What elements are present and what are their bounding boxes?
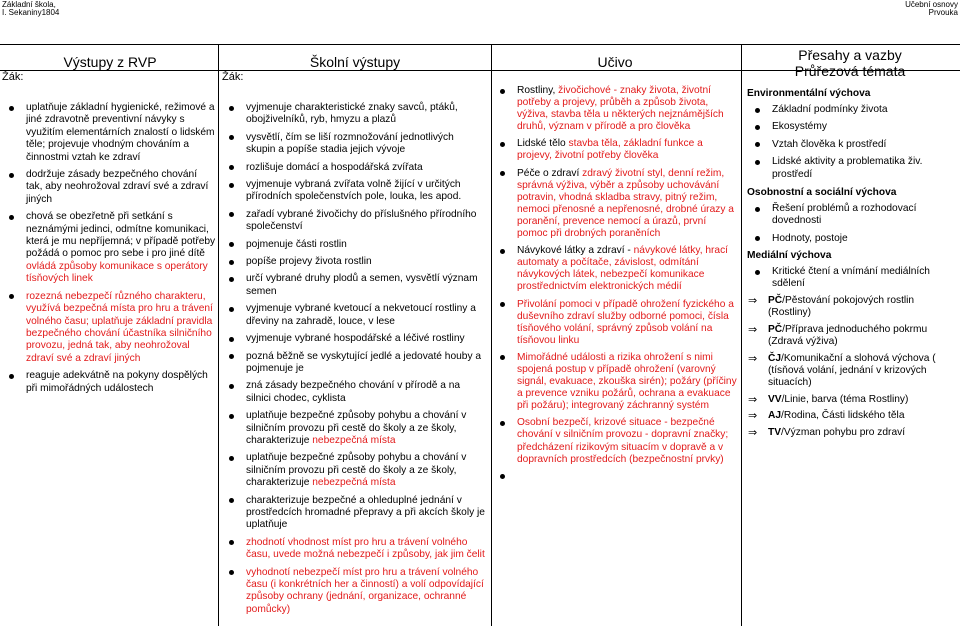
env-item: Vztah člověka k prostředí xyxy=(772,139,957,151)
item-text-highlight: zdravý životní styl, denní režim, správná výživa, výběr a způsoby uchovávání potravin, vhodná skladba stravy, pitný režim, nemoci přenosné a nepřenosné, drobné úrazy a poranění, prevence nemocí a úrazů, první pomoc při drobných poraněních xyxy=(517,167,734,240)
skolni-item xyxy=(246,380,486,405)
vystupy-list xyxy=(26,102,216,400)
ucivo-item xyxy=(517,299,739,347)
vystupy-item xyxy=(26,291,216,365)
subject-topic: /Rodina, Části lidského těla xyxy=(781,410,905,422)
column-divider xyxy=(218,44,219,626)
column-divider xyxy=(491,44,492,626)
env-list xyxy=(772,104,957,186)
skolni-item xyxy=(246,351,486,376)
item-text: zná zásady bezpečného chování v přírodě a na silnici chodec, cyklista xyxy=(246,380,461,404)
column-divider xyxy=(741,44,742,626)
skolni-item xyxy=(246,162,486,174)
item-text: Návykové látky a zdraví - xyxy=(517,245,634,257)
item-text: vysvětlí, čím se liší rozmnožování jednotlivých skupin a popíše stadia jejich vývoje xyxy=(246,131,454,156)
skolni-item xyxy=(246,256,486,268)
med-title: Mediální výchova xyxy=(747,250,832,261)
item-text: Rostliny, xyxy=(517,85,559,96)
school-name: Základní škola, I. Sekaniny1804 xyxy=(2,0,60,17)
env-title: Environmentální výchova xyxy=(747,88,871,99)
item-text-highlight: návykové látky, hrací automaty a počítače, závislost, odmítání návykových látek, nebezpečí komunikace prostřednictvím elektronických médií xyxy=(517,245,729,293)
item-text: určí vybrané druhy plodů a semen, vysvětlí význam semen xyxy=(246,273,478,297)
med-list xyxy=(772,266,957,296)
subject-code: AJ xyxy=(768,410,782,422)
item-text-highlight: Mimořádné události a rizika ohrožení s nimi spojená postup v případě ohrožení (varovný signál, evakuace, zkouška sirén); požáry (příčiny a prevence vzniku požárů, ochrana a evakuace při požáru); integrovaný záchranný systém xyxy=(517,351,737,412)
subject-code: VV xyxy=(768,393,782,405)
item-text: vyjmenuje charakteristické znaky savců, ptáků, obojživelníků, ryb, hmyzu a plazů xyxy=(246,102,458,126)
ucivo-item xyxy=(517,85,739,133)
zak-label: Žák: xyxy=(2,71,24,83)
item-text-highlight: nebezpečná místa xyxy=(312,434,396,446)
subject-topic: /Linie, barva (téma Rostliny) xyxy=(781,393,909,405)
skolni-item xyxy=(246,567,486,617)
ucivo-item xyxy=(517,417,739,465)
item-text: popíše projevy života rostlin xyxy=(246,256,372,268)
related-subject-item xyxy=(768,353,958,390)
skolni-item xyxy=(246,239,486,251)
item-text-highlight: Přivolání pomoci v případě ohrožení fyzického a duševního zdraví služby odborné pomoci, čísla tísňového volání, správný způsob volání na tísňovou linku xyxy=(517,298,734,346)
skolni-item xyxy=(246,495,486,532)
column-header-ucivo: Učivo xyxy=(597,54,633,70)
item-text: Péče o zdraví xyxy=(517,167,583,179)
item-text: pozná běžně se vyskytující jedlé a jedovaté houby a pojmenuje je xyxy=(246,350,482,374)
skolni-item xyxy=(246,132,486,157)
skolni-item xyxy=(246,273,486,298)
subject-topic: /Pěstování pokojových rostlin (Rostliny) xyxy=(768,295,915,319)
related-subject-item xyxy=(768,410,958,422)
related-subject-item xyxy=(768,324,958,349)
subject-topic: /Komunikační a slohová výchova ( (tísňová volání, jednání v krizových situacích) xyxy=(768,352,936,389)
item-text-highlight: vyhodnotí nebezpečí míst pro hru a trávení volného času (i konkrétních her a činností) a volí odpovídající způsoby ochrany (jednání, organizace, ochranné pomůcky) xyxy=(246,566,484,615)
related-subject-item xyxy=(768,394,958,406)
med-item: Kritické čtení a vnímání mediálních sdělení xyxy=(772,266,957,291)
item-text: pojmenuje části rostlin xyxy=(246,238,347,250)
subject-code: TV xyxy=(768,426,782,438)
osv-item: Řešení problémů a rozhodovací dovednosti xyxy=(772,203,957,228)
column-header-vystupy: Výstupy z RVP xyxy=(63,54,157,70)
osv-list xyxy=(772,203,957,250)
item-text: uplatňuje základní hygienické, režimové a jiné zdravotně preventivní návyky s využitím elementárních znalostí o lidském těle; projevuje vhodným chováním a činnostmi vztah ke zdraví xyxy=(26,102,215,163)
env-item: Ekosystémy xyxy=(772,121,957,133)
ucivo-item xyxy=(517,352,739,412)
env-item: Základní podmínky života xyxy=(772,104,957,116)
skolni-item xyxy=(246,452,486,489)
vystupy-item xyxy=(26,169,216,206)
skolni-item xyxy=(246,179,486,204)
item-text-highlight: Osobní bezpečí, krizové situace - bezpečné chování v silničním provozu - dopravní značky; předcházení rizikovým situacím v dopravě a v dopravních prostředcích (bezpečnostní prvky) xyxy=(517,417,729,465)
related-subject-item xyxy=(768,427,958,439)
vystupy-item xyxy=(26,102,216,164)
skolni-item xyxy=(246,303,486,328)
vystupy-item xyxy=(26,370,216,395)
ucivo-list xyxy=(517,85,739,471)
document-subject: Učební osnovy Prvouka xyxy=(905,0,958,17)
item-text-highlight: ovládá způsoby komunikace s operátory tísňových linek xyxy=(26,260,208,285)
item-text-highlight: rozezná nebezpečí různého charakteru, využívá bezpečná místa pro hru a trávení volného času; uplatňuje základní pravidla bezpečného chování účastníka silničního provozu, jedná tak, aby neohrožoval zdraví své a zdraví jiných xyxy=(26,290,213,364)
subject-code: PČ xyxy=(768,295,783,306)
ucivo-item xyxy=(517,138,739,162)
skolni-item xyxy=(246,410,486,447)
item-text: uplatňuje bezpečné způsoby pohybu a chování v silničním provozu při cestě do školy a ze školy, charakterizuje xyxy=(246,410,467,446)
item-text: vyjmenuje vybrané hospodářské a léčivé rostliny xyxy=(246,333,465,345)
item-text: chová se obezřetně při setkání s neznámými jedinci, odmítne komunikaci, která je mu nepříjemná; v případě potřeby požádá o pomoc pro sebe i pro jiné dítě xyxy=(26,211,216,260)
item-text: vyjmenuje vybrané kvetoucí a nekvetoucí rostliny a dřeviny na zahradě, louce, v lese xyxy=(246,303,476,327)
skolni-item xyxy=(246,102,486,127)
item-text: rozlišuje domácí a hospodářská zvířata xyxy=(246,161,423,173)
item-text: dodržuje zásady bezpečného chování tak, aby neohrožoval zdraví své a zdraví jiných xyxy=(26,169,209,205)
item-text: reaguje adekvátně na pokyny dospělých při mimořádných událostech xyxy=(26,370,208,394)
related-subjects-list xyxy=(768,295,958,443)
skolni-item xyxy=(246,537,486,562)
skolni-list xyxy=(246,102,486,621)
ucivo-item xyxy=(517,168,739,241)
item-text: zařadí vybrané živočichy do příslušného přírodního společenství xyxy=(246,208,477,233)
item-text-highlight: stavba těla, základní funkce a projevy, životní potřeby člověka xyxy=(517,138,703,162)
skolni-item xyxy=(246,333,486,345)
item-text-highlight: nebezpečná místa xyxy=(312,477,396,489)
skolni-item xyxy=(246,209,486,234)
item-text-highlight: zhodnotí vhodnost míst pro hru a trávení volného času, uvede možná nebezpečí i způsoby, jak jim čelit xyxy=(246,536,485,561)
column-header-presahy: Přesahy a vazby Průřezová témata xyxy=(794,47,906,79)
subject-topic: /Příprava jednoduchého pokrmu (Zdravá výživa) xyxy=(768,323,928,348)
subject-code: PČ xyxy=(768,323,783,335)
related-subject-item xyxy=(768,295,958,320)
item-text-highlight: živočichové - znaky života, životní potřeby a projevy, průběh a způsob života, výživa, stavba těla u některých nejznámějších druhů, význam v přírodě a pro člověka xyxy=(517,85,724,133)
osv-item: Hodnoty, postoje xyxy=(772,233,957,245)
column-header-skolni: Školní výstupy xyxy=(309,54,401,70)
subject-topic: /Výzman pohybu pro zdraví xyxy=(781,426,906,438)
vystupy-item xyxy=(26,211,216,285)
item-text: charakterizuje bezpečné a ohleduplné jednání v prostředcích hromadné přepravy a při akcích školy je uplatňuje xyxy=(246,494,485,531)
item-text: Lidské tělo xyxy=(517,138,569,150)
zak-label: Žák: xyxy=(222,71,244,83)
osv-title: Osobnostní a sociální výchova xyxy=(747,187,897,198)
table-top-border xyxy=(0,44,960,45)
item-text: uplatňuje bezpečné způsoby pohybu a chování v silničním provozu při cestě do školy a ze školy, charakterizuje xyxy=(246,452,467,489)
env-item: Lidské aktivity a problematika živ. prostředí xyxy=(772,156,957,181)
item-text: vyjmenuje vybraná zvířata volně žijící v určitých přírodních společenstvích pole, louka, les apod. xyxy=(246,179,462,203)
ucivo-item xyxy=(517,245,739,293)
subject-code: ČJ xyxy=(768,352,782,364)
